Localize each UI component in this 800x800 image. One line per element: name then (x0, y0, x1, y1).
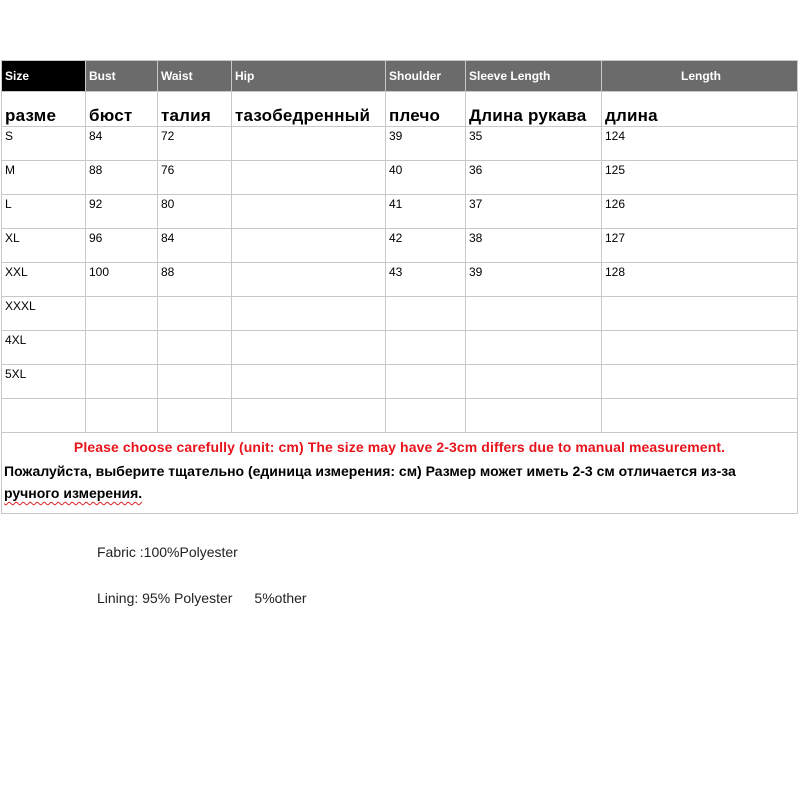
cell-sleeve-length (466, 331, 602, 365)
cell-shoulder (386, 297, 466, 331)
cell-sleeve-length: 36 (466, 161, 602, 195)
note-russian-line2: ручного измерения. (4, 485, 143, 501)
note-cell (2, 433, 798, 514)
fabric-info: Fabric :100%Polyester (97, 544, 238, 560)
cell-length: 124 (602, 127, 798, 161)
cell-shoulder: 41 (386, 195, 466, 229)
cell-hip (232, 263, 386, 297)
cell-sleeve-length: 38 (466, 229, 602, 263)
cell-waist (158, 331, 232, 365)
cell-size: XXL (2, 263, 86, 297)
note-russian (4, 460, 795, 504)
note-english: Please choose carefully (unit: cm) The size may have 2-3cm differs due to manual measurement. (73, 439, 726, 455)
header-waist: Waist (158, 61, 232, 92)
header-length: Length (602, 61, 798, 92)
note-russian-line1: Пожалуйста, выберите тщательно (единица измерения: см) Размер может иметь 2-3 см отличается из-за (4, 463, 736, 479)
cell-sleeve-length: 37 (466, 195, 602, 229)
cell-length: 125 (602, 161, 798, 195)
cell-sleeve-length (466, 297, 602, 331)
header-row-english (2, 61, 798, 92)
cell-hip (232, 365, 386, 399)
cell-size: XL (2, 229, 86, 263)
header-ru-size: разме (2, 92, 86, 127)
cell-bust (86, 331, 158, 365)
lining-other: 5%other (254, 590, 307, 606)
cell-shoulder: 40 (386, 161, 466, 195)
header-ru-shoulder: плечо (386, 92, 466, 127)
header-ru-hip: тазобедренный (232, 92, 386, 127)
cell-length (602, 331, 798, 365)
header-ru-waist: талия (158, 92, 232, 127)
cell-sleeve-length: 39 (466, 263, 602, 297)
cell-length (602, 297, 798, 331)
size-chart-table (1, 60, 798, 514)
cell-bust: 100 (86, 263, 158, 297)
cell-waist: 72 (158, 127, 232, 161)
table-row (2, 297, 798, 331)
cell-hip (232, 161, 386, 195)
cell-shoulder (386, 331, 466, 365)
header-row-russian (2, 92, 798, 127)
cell-sleeve-length: 35 (466, 127, 602, 161)
cell-length: 126 (602, 195, 798, 229)
cell-waist (158, 365, 232, 399)
cell-shoulder: 43 (386, 263, 466, 297)
cell-shoulder: 42 (386, 229, 466, 263)
cell-bust: 96 (86, 229, 158, 263)
cell-shoulder (386, 365, 466, 399)
cell-shoulder (386, 399, 466, 433)
cell-length (602, 399, 798, 433)
header-shoulder: Shoulder (386, 61, 466, 92)
cell-size: 4XL (2, 331, 86, 365)
cell-size (2, 399, 86, 433)
cell-waist: 88 (158, 263, 232, 297)
cell-bust (86, 365, 158, 399)
cell-hip (232, 229, 386, 263)
header-ru-bust: бюст (86, 92, 158, 127)
cell-waist (158, 297, 232, 331)
cell-hip (232, 331, 386, 365)
table-row (2, 331, 798, 365)
cell-waist (158, 399, 232, 433)
lining-polyester: Lining: 95% Polyester (97, 590, 233, 606)
cell-hip (232, 399, 386, 433)
cell-bust: 84 (86, 127, 158, 161)
header-size: Size (2, 61, 86, 92)
cell-bust (86, 399, 158, 433)
table-row (2, 229, 798, 263)
cell-size: XXXL (2, 297, 86, 331)
table-row (2, 161, 798, 195)
cell-waist: 80 (158, 195, 232, 229)
table-row (2, 195, 798, 229)
header-ru-sleeve-length: Длина рукава (466, 92, 602, 127)
cell-hip (232, 297, 386, 331)
header-bust: Bust (86, 61, 158, 92)
cell-size: S (2, 127, 86, 161)
note-row (2, 433, 798, 514)
table-row (2, 263, 798, 297)
cell-bust: 88 (86, 161, 158, 195)
header-hip: Hip (232, 61, 386, 92)
header-ru-length: длина (602, 92, 798, 127)
table-row (2, 127, 798, 161)
lining-info (97, 590, 307, 606)
cell-bust (86, 297, 158, 331)
cell-length (602, 365, 798, 399)
cell-bust: 92 (86, 195, 158, 229)
cell-length: 128 (602, 263, 798, 297)
table-row (2, 365, 798, 399)
cell-waist: 76 (158, 161, 232, 195)
cell-waist: 84 (158, 229, 232, 263)
cell-hip (232, 195, 386, 229)
cell-size: 5XL (2, 365, 86, 399)
header-sleeve-length: Sleeve Length (466, 61, 602, 92)
cell-size: L (2, 195, 86, 229)
cell-sleeve-length (466, 399, 602, 433)
cell-length: 127 (602, 229, 798, 263)
cell-hip (232, 127, 386, 161)
table-row (2, 399, 798, 433)
cell-sleeve-length (466, 365, 602, 399)
cell-size: M (2, 161, 86, 195)
cell-shoulder: 39 (386, 127, 466, 161)
